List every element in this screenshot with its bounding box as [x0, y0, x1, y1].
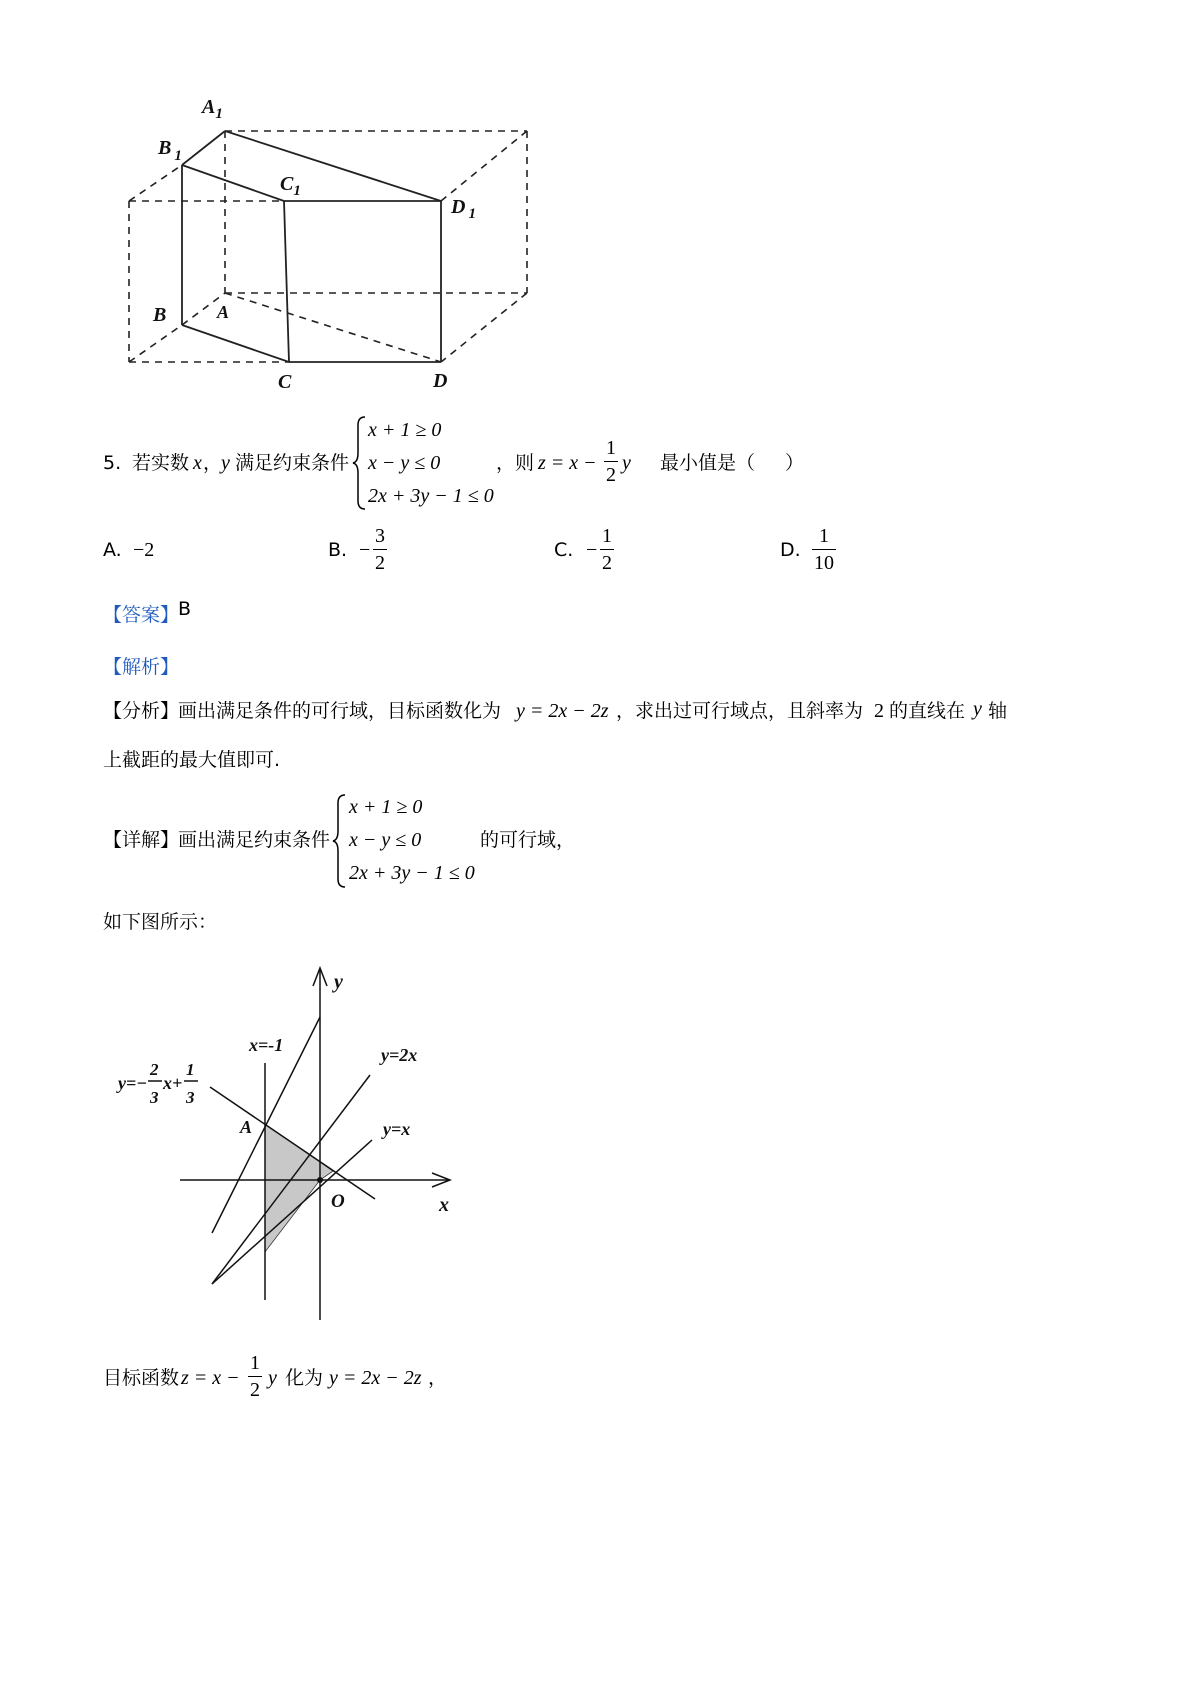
xiangjie-tag: 【详解】 — [103, 829, 180, 851]
constraint-3: 2x + 3y − 1 ≤ 0 — [368, 485, 494, 507]
question-stem-pre: 若实数 — [132, 452, 190, 474]
answer-tag: 【答案】 — [103, 604, 180, 626]
edge-top-right-diag — [441, 131, 527, 201]
label-B1: B $_1$ — [158, 137, 182, 164]
var-y: y — [221, 452, 230, 474]
edge-C1-C — [284, 201, 289, 362]
z-expression: z = x − — [538, 452, 597, 474]
y-axis-label: y — [334, 971, 343, 993]
label-C: C — [278, 371, 292, 393]
fenxi-y: y — [973, 698, 982, 720]
edge-B-C — [182, 325, 289, 362]
final-text-2: 化为 — [285, 1367, 324, 1389]
final-z-expression: z = x − — [181, 1367, 240, 1389]
fenxi-text-1: 画出满足条件的可行域，目标函数化为 — [178, 700, 502, 722]
var-x: x — [193, 452, 202, 474]
label-D1: D $_1$ — [451, 196, 476, 222]
question-stem-end: 最小值是（ — [660, 452, 756, 474]
option-A-value: −2 — [133, 539, 155, 561]
question-number: 5. — [103, 452, 122, 474]
frac1-num: 2 — [150, 1060, 159, 1079]
option-B-fraction: 3 2 — [375, 525, 385, 574]
then-text: ，则 — [496, 452, 535, 474]
xiangjie-constraint-1: x + 1 ≥ 0 — [349, 796, 423, 818]
label-slant-mid: x+ — [163, 1073, 183, 1093]
xiangjie-constraint-2: x − y ≤ 0 — [349, 829, 422, 851]
fenxi-tag: 【分析】 — [103, 700, 180, 722]
final-text-3: ， — [428, 1367, 448, 1389]
question-stem-mid: 满足约束条件 — [235, 452, 350, 474]
constraint-1: x + 1 ≥ 0 — [368, 419, 442, 441]
final-expression-2: y = 2x − 2z — [329, 1367, 422, 1389]
z-expression-y: y — [622, 452, 631, 474]
label-D: D — [433, 370, 448, 392]
fenxi-text-2: ，求出过可行域点，且斜率为 — [616, 700, 864, 722]
prism-figure — [110, 90, 550, 410]
point-A-label: A — [240, 1117, 253, 1137]
answer-value: B — [178, 598, 192, 620]
label-C1: $C_1$ — [280, 173, 301, 199]
feasible-region — [265, 1124, 333, 1252]
label-x-eq-minus1: x=-1 — [249, 1035, 284, 1055]
analysis-tag: 【解析】 — [103, 656, 180, 678]
label-A: A — [217, 302, 230, 322]
as-shown-text: 如下图所示： — [103, 911, 218, 933]
label-slant-pre: y=− — [118, 1073, 148, 1093]
edge-back-diag — [441, 293, 527, 362]
prism-solid-edges — [182, 131, 441, 362]
z-fraction: 1 2 — [606, 437, 616, 486]
edge-bottom-left-diag — [129, 325, 182, 362]
fenxi-text-3: 的直线在 — [889, 700, 966, 722]
frac2-num: 1 — [186, 1060, 195, 1079]
final-text-1: 目标函数 — [103, 1367, 180, 1389]
edge-A1-D1 — [225, 131, 441, 201]
edge-B1-A1 — [182, 131, 225, 165]
xiangjie-constraint-3: 2x + 3y − 1 ≤ 0 — [349, 862, 475, 884]
edge-left-top-diag — [129, 165, 182, 201]
x-axis-label: x — [439, 1194, 449, 1216]
frac1-den: 3 — [150, 1088, 159, 1107]
constraint-2: x − y ≤ 0 — [368, 452, 441, 474]
label-y-eq-x: y=x — [383, 1119, 411, 1139]
option-D-fraction: 1 10 — [814, 525, 834, 574]
label-B: B — [153, 304, 167, 326]
label-A1: $A_1$ — [202, 96, 223, 122]
fenxi-two: 2 — [874, 700, 884, 722]
xiangjie-text-1: 画出满足约束条件 — [178, 829, 331, 851]
fenxi-line-2: 上截距的最大值即可. — [103, 749, 281, 771]
comma: ， — [203, 452, 223, 474]
fenxi-text-4: 轴 — [988, 700, 1008, 722]
fenxi-expression: y = 2x − 2z — [516, 700, 609, 722]
option-B-sign: − — [359, 539, 371, 561]
origin-point — [317, 1177, 323, 1183]
left-brace-icon — [352, 415, 368, 511]
left-brace-icon — [332, 793, 348, 889]
xiangjie-text-2: 的可行域， — [480, 829, 576, 851]
feasible-region-graph — [100, 960, 480, 1330]
option-A-label[interactable]: A. — [103, 539, 122, 561]
frac2-den: 3 — [186, 1088, 195, 1107]
option-B-label[interactable]: B. — [328, 539, 348, 561]
origin-label: O — [331, 1191, 345, 1212]
option-D-label[interactable]: D. — [780, 539, 801, 561]
option-C-sign: − — [586, 539, 598, 561]
close-paren: ） — [785, 452, 805, 474]
option-C-label[interactable]: C. — [554, 539, 574, 561]
option-C-fraction: 1 2 — [602, 525, 612, 574]
edge-B1-C1 — [182, 165, 284, 201]
final-y: y — [268, 1367, 277, 1389]
label-y-eq-2x: y=2x — [381, 1045, 418, 1065]
final-fraction: 1 2 — [250, 1352, 260, 1401]
